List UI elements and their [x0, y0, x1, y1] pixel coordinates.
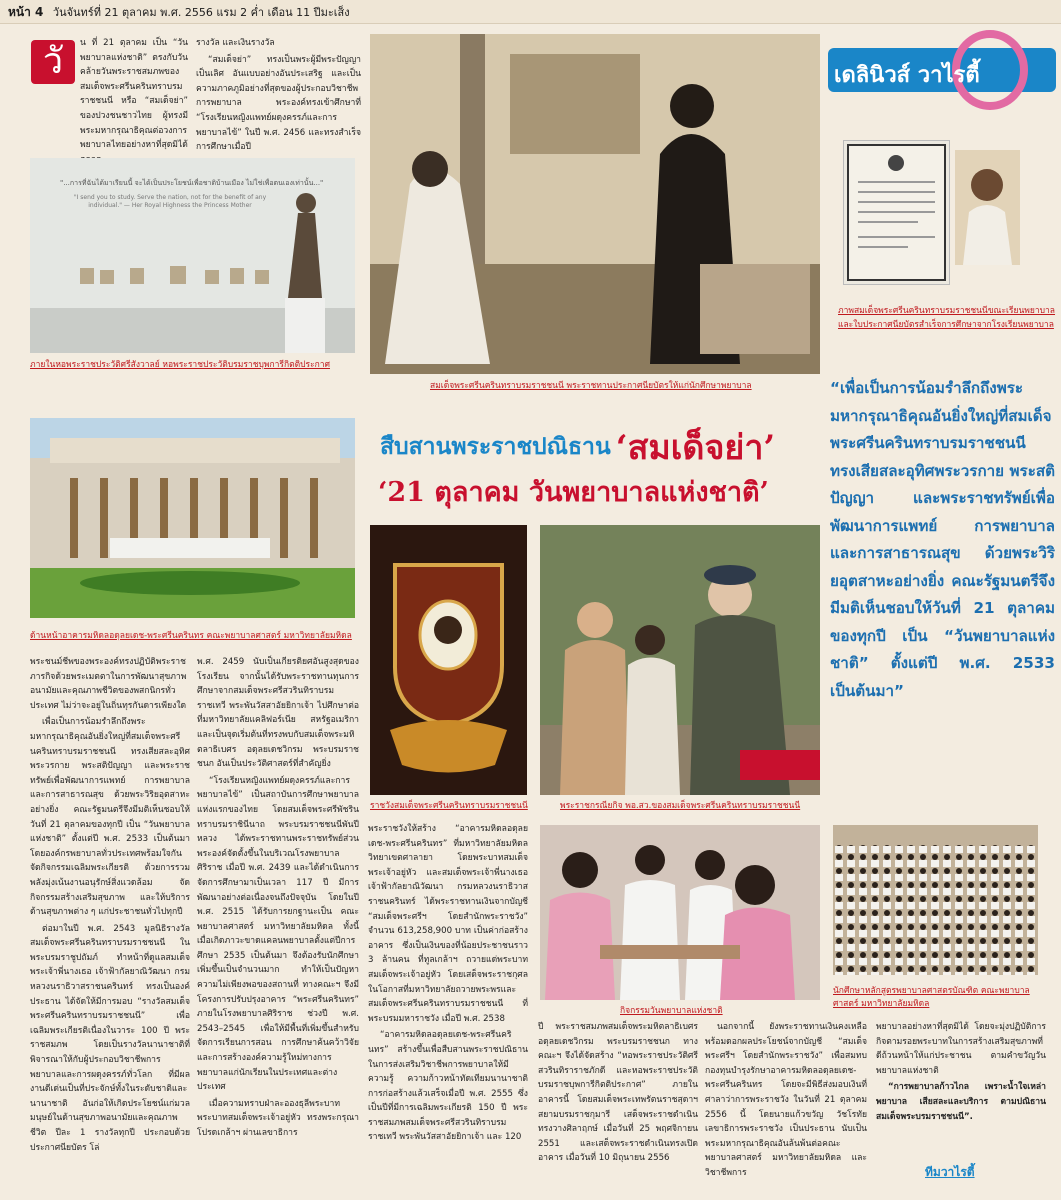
pull-quote: “เพื่อเป็นการน้อมรำลึกถึงพระมหากรุณาธิคุณอันยิ่งใหญ่ที่สมเด็จพระศรีนครินทราบรมราชชนนี ทรงเสียสละอุทิศพระวรกาย พระสติปัญญา และพระราชทรัพย์เพื่อพัฒนาการแพทย์ การพยาบาล และการสาธารณสุข ด้วยพระวิริยอุตสาหะอย่างยิ่ง คณะรัฐมนตรีจึงมีมติเห็นชอบให้วันที่ 21 ตุลาคมของทุกปี เป็น “วันพยาบาลแห่งชาติ” ตั้งแต่ปี พ.ศ. 2533 เป็นต้นมา”: [830, 379, 1055, 700]
museum-quote-thai: "...การที่ฉันได้มาเรียนนี้ จะได้เป็นประโยชน์เพื่อชาติบ้านเมือง ไม่ใช่เพื่อตนเองเท่านั้น...": [60, 179, 324, 187]
caption-museum: ภายในหอพระราชประวัติศรีสังวาลย์ หอพระราชประวัติบรมราชบุพการีกิตติประกาศ: [30, 360, 330, 370]
caption-diploma: ภาพสมเด็จพระศรีนครินทราบรมราชชนนีขณะเรียนพยาบาล และใบประกาศนียบัตรสำเร็จการศึกษาจากโรงเรียนพยาบาล: [838, 306, 1056, 330]
body-column-3: [368, 822, 528, 1172]
paragraph: เพื่อเป็นการน้อมรำลึกถึงพระมหากรุณาธิคุณอันยิ่งใหญ่ที่สมเด็จพระศรีนครินทราบรมราชชนนี ทรงเสียสละอุทิศพระวรกาย พระสติปัญญา และพระราชทรัพย์เพื่อพัฒนาการแพทย์ การพยาบาล และการสาธารณสุข ด้วยพระวิริยอุตสาหะอย่างยิ่ง คณะรัฐมนตรีจึงมีมติเห็นชอบให้ วันที่ 21 ตุลาคมของทุกปี เป็น “วันพยาบาลแห่งชาติ” ตั้งแต่ปี พ.ศ. 2533 เป็นต้นมา โดยองค์กรพยาบาลทั่วประเทศพร้อมใจกันจัดกิจกรรมเฉลิมพระเกียรติ ด้วยการรวมพลังมุ่งเน้นงานอนุรักษ์สิ่งแวดล้อม จัดกิจกรรมสร้างเสริมสุขภาพ และให้บริการด้านสุขภาพต่าง ๆ แก่ประชาชนทั่วไปทุกปี: [30, 717, 190, 918]
paragraph: ต่อมาในปี พ.ศ. 2543 มูลนิธิรางวัลสมเด็จพระศรีนครินทราบรมราชชนนี ในพระบรมราชูปถัมภ์ ทำหน้าที่ดูแลสมเด็จพระเจ้าพี่นางเธอ เจ้าฟ้ากัลยาณิวัฒนา กรมหลวงนราธิวาสราชนครินทร์ ทรงเป็นองค์ประธาน ได้จัดให้มีการมอบ “รางวัลสมเด็จพระศรีนครินทราบรมราชชนนี” เพื่อเฉลิมพระเกียรติเนื่องในวาระ 100 ปี พระราชสมภพ โดยเป็นรางวัลนานาชาติที่พิจารณาให้กับผู้ประกอบวิชาชีพการพยาบาลและการผดุงครรภ์ทั่วโลก ที่มีผลงานดีเด่นเป็นที่ประจักษ์ทั้งในระดับชาติและนานาชาติ อันก่อให้เกิดประโยชน์แก่มวลมนุษย์ในด้านสุขภาพอนามัยและคุณภาพชีวิต ปีละ 1 รางวัลทุกปี ประกอบด้วยประกาศนียบัตร โล่: [30, 923, 190, 1153]
byline: ทีมวาไรตี้: [925, 1165, 975, 1179]
caption-graduates: นักศึกษาหลักสูตรพยาบาลศาสตรบัณฑิต คณะพยาบาลศาสตร์ มหาวิทยาลัยมหิดล: [833, 986, 1030, 1009]
paragraph: “โรงเรียนหญิงแพทย์ผดุงครรภ์และการพยาบาลไข้” เป็นสถาบันการศึกษาพยาบาลแห่งแรกของไทย โดยสมเด็จพระศรีพัชรินทราบรมราชินีนาถ พระบรมราชชนนีพันปีหลวง ได้พระราชทานพระราชทรัพย์ส่วนพระองค์จัดตั้งขึ้นในบริเวณโรงพยาบาลศิริราช เมื่อปี พ.ศ. 2439 และได้ดำเนินการจัดการศึกษามาเป็นเวลา 117 ปี มีการพัฒนาอย่างต่อเนื่องจนถึงปัจจุบัน โดยในปี พ.ศ. 2515 ได้รับการยกฐานะเป็น คณะพยาบาลศาสตร์ มหาวิทยาลัยมหิดล ทั้งนี้ เมื่อเกิดภาวะขาดแคลนพยาบาลตั้งแต่ปีการศึกษา 2535 เป็นต้นมา จึงต้องรับนักศึกษาเพิ่มขึ้นเป็นจำนวนมาก ทำให้เป็นปัญหาความไม่เพียงพอของสถานที่ ทางคณะฯ จึงมีโครงการปรับปรุงอาคาร “พระศรีนครินทร” ภายในโรงพยาบาลศิริราช ช่วงปี พ.ศ. 2543–2545 เพื่อให้มีพื้นที่เพิ่มขึ้นสำหรับจัดการเรียนการสอน การศึกษาค้นคว้าวิจัย และการสร้างองค์ความรู้ใหม่ทางการพยาบาลแก่นักเรียนในประเทศและต่างประเทศ: [197, 775, 359, 1093]
museum-photo: [30, 158, 355, 353]
paragraph: พระราชวังให้สร้าง “อาคารมหิดลอดุลยเดช-พระศรีนครินทร” ที่มหาวิทยาลัยมหิดล วิทยาเขตศาลายา โดยพระบาทสมเด็จพระเจ้าอยู่หัว และสมเด็จพระเจ้าพี่นางเธอ เจ้าฟ้ากัลยาณิวัฒนา กรมหลวงนราธิวาสราชนครินทร์ ได้พระราชทานเงินจากบัญชี “สมเด็จพระศรีฯ โดยสำนักพระราชวัง” จำนวน 613,258,900 บาท เป็นค่าก่อสร้างอาคาร ซึ่งเป็นเงินของที่น้อยประชาชนราว 3 ล้านคน ที่ทูลเกล้าฯ ถวายแด่พระบาทสมเด็จพระเจ้าอยู่หัว โดยเสด็จพระราชกุศล ในโอกาสที่มหาวิทยาลัยถวายพระพรและสมเด็จพระศรีนครินทราบรมราชชนนี ที่พระบรมมหาราชวัง เมื่อปี พ.ศ. 2538: [368, 824, 528, 1024]
historic-ceremony-photo: [370, 34, 820, 374]
page-date: วันจันทร์ที่ 21 ตุลาคม พ.ศ. 2556 แรม 2 ค่ำ เดือน 11 ปีมะเส็ง: [52, 6, 350, 19]
headline-prefix: สืบสานพระราชปณิธาน: [380, 433, 611, 460]
paragraph: เมื่อความทราบฝ่าละอองธุลีพระบาท พระบาทสมเด็จพระเจ้าอยู่หัว ทรงพระกรุณาโปรดเกล้าฯ ผ่านเลขาธิการ: [197, 1098, 359, 1138]
headline-line-1: [380, 420, 825, 468]
paragraph: พยาบาลอย่างหาที่สุดมิได้ โดยจะมุ่งปฏิบัติการกิจตามรอยพระบาทในการสร้างเสริมสุขภาพที่ดีถ้วนหน้าให้แก่ประชาชน ตามคำขวัญวันพยาบาลแห่งชาติ: [876, 1022, 1046, 1076]
logo-text: เดลินิวส์ วาไรตี้: [834, 63, 980, 88]
royal-visit-photo: [540, 525, 820, 795]
caption-visit: พระราชกรณียกิจ พอ.สว.ของสมเด็จพระศรีนครินทราบรมราชชนนี: [560, 801, 801, 811]
intro-column-2: [196, 36, 361, 166]
intro-column-1: [80, 36, 188, 166]
caption-historic: สมเด็จพระศรีนครินทราบรมราชชนนี พระราชทานประกาศนียบัตรให้แก่นักศึกษาพยาบาล: [430, 381, 752, 391]
headline-name: ‘สมเด็จย่า’: [615, 428, 776, 468]
nurses-activity-photo: [540, 825, 820, 1000]
museum-quote-english: "I send you to study. Serve the nation, not for the benefit of any individual." — Her Royal Highness the Princess Mother: [73, 194, 267, 209]
paragraph: ปี พระราชสมภพสมเด็จพระมหิตลาธิเบศร อดุลยเดชวิกรม พระบรมราชชนก ทางคณะฯ จึงได้จัดสร้าง “หอพระราชประวัติศรีสวรินทิราราชภักดี และหอพระราชประวัติบรมราชบุพการีกิตติประกาศ” ภายในอาคารนี้ โดยสมเด็จพระเทพรัตนราชสุดาฯ สยามบรมราชกุมารี เสด็จพระราชดำเนินทรงวางศิลาฤกษ์ เมื่อวันที่ 25 พฤศจิกายน 2551 และเสด็จพระราชดำเนินทรงเปิดอาคาร เมื่อวันที่ 10 มิถุนายน 2556: [538, 1022, 698, 1164]
body-column-1: [30, 655, 190, 1170]
page-number: หน้า 4: [8, 5, 44, 19]
graduates-photo: [833, 825, 1038, 975]
paragraph: รางวัล และเงินรางวัล: [196, 38, 275, 48]
section-logo: [828, 30, 1056, 110]
diploma-photo: [843, 140, 950, 285]
body-column-2: [197, 655, 359, 1170]
body-column-5: [705, 1020, 867, 1178]
paragraph: น ที่ 21 ตุลาคม เป็น “วันพยาบาลแห่งชาติ” ตรงกับวันคล้ายวันพระราชสมภพของสมเด็จพระศรีนครินทราบรมราชชนนี หรือ “สมเด็จย่า” ของปวงชนชาวไทย ผู้ทรงมีพระมหากรุณาธิคุณต่อวงการพยาบาลไทยอย่างหาที่สุดมิได้: [80, 38, 188, 151]
body-column-4: [538, 1020, 698, 1170]
portrait-photo: [955, 150, 1020, 265]
paragraph: “การพยาบาลก้าวไกล เพราะน้ำใจเหล่าพยาบาล เสียสละและบริการ ตามปณิธานสมเด็จพระบรมราชชนนี”.: [876, 1082, 1046, 1122]
caption-emblem: ราชวังสมเด็จพระศรีนครินทราบรมราชชนนี: [370, 801, 528, 811]
building-photo: [30, 418, 355, 618]
paragraph: “อาคารมหิดลอดุลยเดช-พระศรีนครินทร” สร้างขึ้นเพื่อสืบสานพระราชปณิธานในการส่งเสริมวิชาชีพการพยาบาลให้มีความรู้ ความก้าวหน้าทัดเทียมนานาชาติ การก่อสร้างแล้วเสร็จเมื่อปี พ.ศ. 2555 ซึ่งเป็นปีที่มีการเฉลิมพระเกียรติ 150 ปี พระราชสมภพสมเด็จพระศรีสวรินทิราบรมราชเทวี พระพันวัสสาอัยยิกาเจ้า และ 120: [368, 1030, 528, 1143]
paragraph: นอกจากนี้ ยังพระราชทานเงินคงเหลือพร้อมดอกผลประโยชน์จากบัญชี “สมเด็จพระศรีฯ โดยสำนักพระราชวัง” เพื่อสมทบกองทุนบำรุงรักษาอาคารมหิดลอดุลยเดช-พระศรีนครินทร โดยจะมีพิธีส่งมอบเงินที่ศาลาว่าการพระราชวัง ในวันที่ 21 ตุลาคม 2556 นี้ โดยนายแก้วขวัญ วัชโรทัย เลขาธิการพระราชวัง เป็นประธาน นับเป็นพระมหากรุณาธิคุณอันล้นพ้นต่อคณะพยาบาลศาสตร์ มหาวิทยาลัยมหิดล และวิชาชีพการ: [705, 1022, 867, 1178]
body-column-6: [876, 1020, 1046, 1160]
headline-line-2: ‘21 ตุลาคม วันพยาบาลแห่งชาติ’: [378, 477, 769, 508]
emblem-photo: [370, 525, 527, 795]
caption-building: ด้านหน้าอาคารมหิดลอดุลยเดช-พระศรีนครินทร คณะพยาบาลศาสตร์ มหาวิทยาลัยมหิดล: [30, 631, 352, 641]
page-header: [0, 0, 1061, 24]
caption-activity: กิจกรรมวันพยาบาลแห่งชาติ: [620, 1006, 723, 1016]
paragraph: พระชนม์ชีพของพระองค์ทรงปฏิบัติพระราชภารกิจด้วยพระเมตตาในการพัฒนาสุขภาพอนามัยและคุณภาพชีวิตของพสกนิกรทั่วประเทศ ไม่ว่าจะอยู่ในถิ่นทุรกันดารเพียงใด: [30, 657, 187, 711]
drop-cap: วั: [31, 40, 75, 84]
paragraph: พ.ศ. 2459 นับเป็นเกียรติยศอันสูงสุดของโรงเรียน จากนั้นได้รับพระราชทานทุนการศึกษาจากสมเด็จพระศรีสวรินทิราบรมราชเทวี พระพันวัสสาอัยยิกาเจ้า ไปศึกษาต่อที่มหาวิทยาลัยแคลิฟอร์เนีย สหรัฐอเมริกา และเป็นจุดเริ่มต้นที่ทรงพบกับสมเด็จพระมหิตลาธิเบศร อดุลยเดชวิกรม พระบรมราชชนก อันเป็นประวัติศาสตร์ที่สำคัญยิ่ง: [197, 657, 359, 770]
paragraph: “สมเด็จย่า” ทรงเป็นพระผู้มีพระปัญญาเป็นเลิศ อันแบบอย่างอันประเสริฐ และเป็นความภาคภูมิอย่างที่สุดของผู้ประกอบวิชาชีพการพยาบาล พระองค์ทรงเข้าศึกษาที่ “โรงเรียนหญิงแพทย์ผดุงครรภ์และการพยาบาลไข้” ในปี พ.ศ. 2456 และทรงสำเร็จการศึกษาเมื่อปี: [196, 54, 361, 153]
